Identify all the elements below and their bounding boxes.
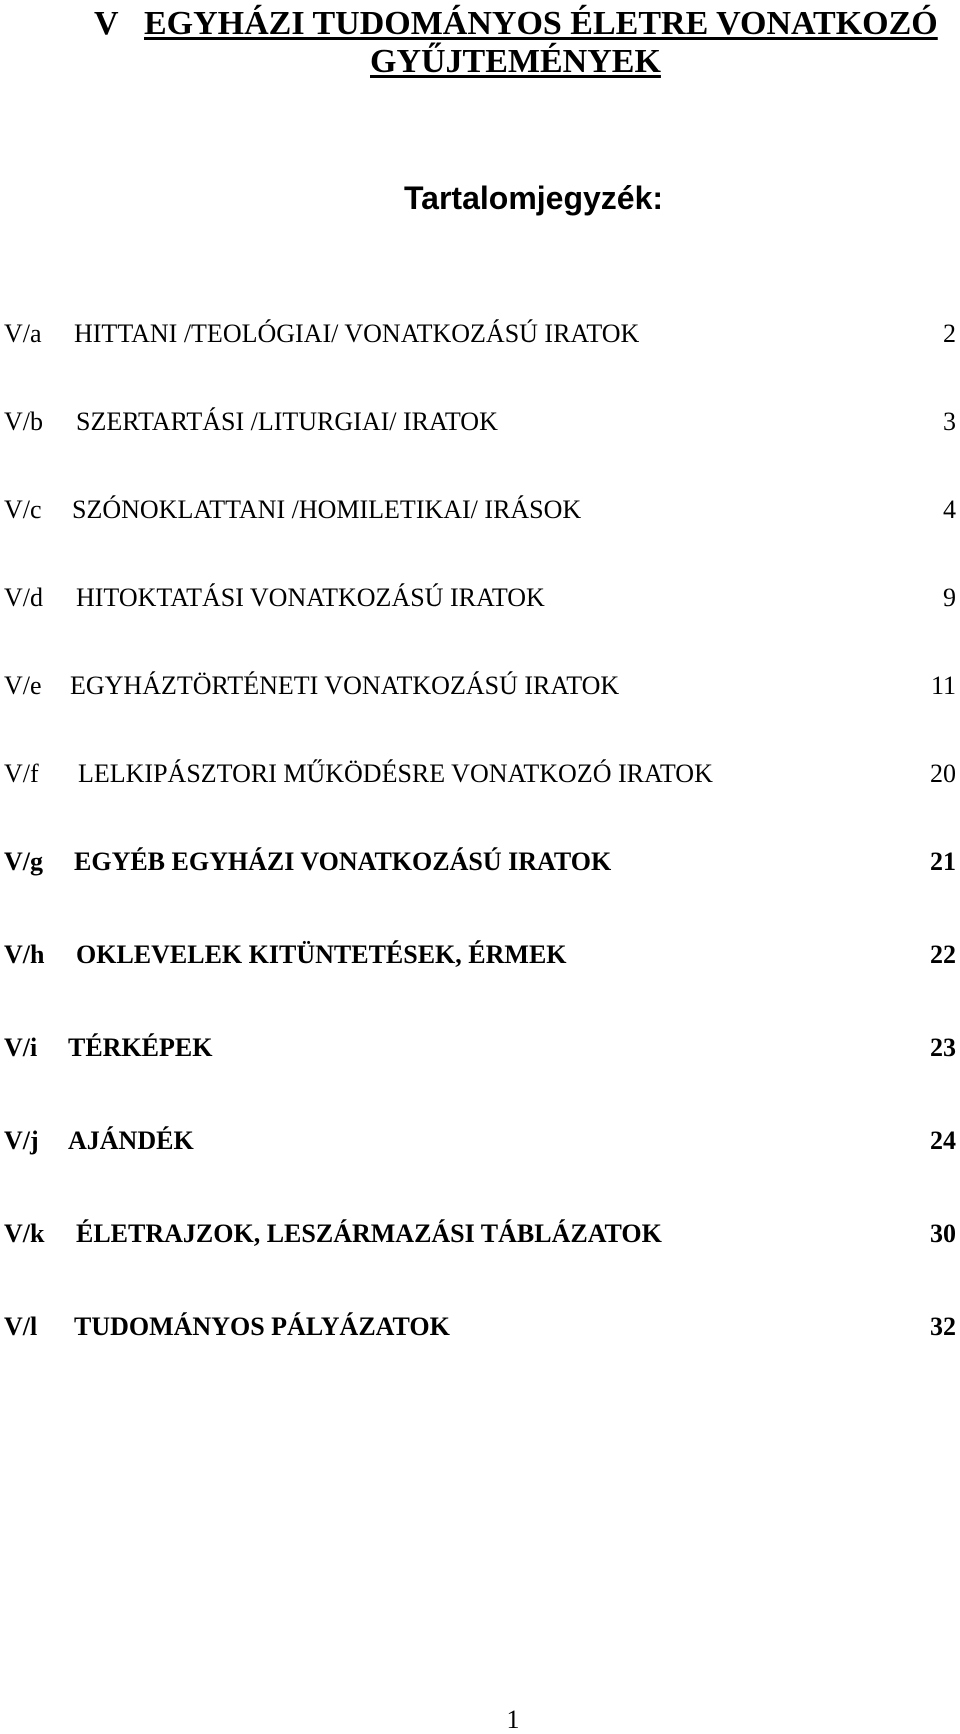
- toc-page: 4: [943, 495, 956, 524]
- toc-row-h: [0, 937, 960, 973]
- toc-row-g: [0, 844, 960, 880]
- toc-page: 22: [930, 940, 956, 969]
- toc-page: 21: [930, 847, 956, 876]
- toc-code: V/f: [4, 759, 39, 788]
- toc-code: V/e: [4, 671, 42, 700]
- toc-code: V/j: [4, 1126, 39, 1155]
- toc-row-l: [0, 1309, 960, 1345]
- toc-row-f: [0, 756, 960, 792]
- toc-code: V/c: [4, 495, 42, 524]
- toc-label: SZERTARTÁSI /LITURGIAI/ IRATOK: [76, 407, 498, 436]
- toc-label: TÉRKÉPEK: [68, 1033, 213, 1062]
- toc-label: OKLEVELEK KITÜNTETÉSEK, ÉRMEK: [76, 940, 567, 969]
- toc-row-a: [0, 316, 960, 352]
- toc-page: 9: [943, 583, 956, 612]
- toc-page: 2: [943, 319, 956, 348]
- page-number: 1: [506, 1705, 520, 1734]
- toc-page: 20: [930, 759, 956, 788]
- toc-page: 30: [930, 1219, 956, 1248]
- toc-code: V/k: [4, 1219, 45, 1248]
- toc-page: 3: [943, 407, 956, 436]
- toc-label: LELKIPÁSZTORI MŰKÖDÉSRE VONATKOZÓ IRATOK: [78, 759, 713, 788]
- toc-code: V/g: [4, 847, 43, 876]
- toc-code: V/h: [4, 940, 45, 969]
- toc-code: V/i: [4, 1033, 38, 1062]
- toc-label: TUDOMÁNYOS PÁLYÁZATOK: [74, 1312, 450, 1341]
- toc-row-d: [0, 580, 960, 616]
- toc-label: HITOKTATÁSI VONATKOZÁSÚ IRATOK: [76, 583, 545, 612]
- toc-row-b: [0, 404, 960, 440]
- toc-code: V/b: [4, 407, 43, 436]
- toc-label: EGYÉB EGYHÁZI VONATKOZÁSÚ IRATOK: [74, 847, 612, 876]
- toc-label: AJÁNDÉK: [68, 1126, 194, 1155]
- toc-page: 23: [930, 1033, 956, 1062]
- toc-label: ÉLETRAJZOK, LESZÁRMAZÁSI TÁBLÁZATOK: [76, 1219, 662, 1248]
- toc-row-i: [0, 1030, 960, 1066]
- toc-page: 32: [930, 1312, 956, 1341]
- toc-code: V/l: [4, 1312, 38, 1341]
- toc-row-c: [0, 492, 960, 528]
- toc-label: HITTANI /TEOLÓGIAI/ VONATKOZÁSÚ IRATOK: [74, 319, 640, 348]
- toc-row-j: [0, 1123, 960, 1159]
- toc-label: EGYHÁZTÖRTÉNETI VONATKOZÁSÚ IRATOK: [70, 671, 620, 700]
- toc-row-k: [0, 1216, 960, 1252]
- toc-title: Tartalomjegyzék:: [404, 180, 664, 216]
- toc-page: 24: [930, 1126, 956, 1155]
- heading-title-line1: EGYHÁZI TUDOMÁNYOS ÉLETRE VONATKOZÓ: [144, 5, 938, 42]
- heading-prefix: V: [94, 5, 119, 42]
- toc-label: SZÓNOKLATTANI /HOMILETIKAI/ IRÁSOK: [72, 495, 582, 524]
- toc-row-e: [0, 668, 960, 704]
- toc-code: V/a: [4, 319, 42, 348]
- toc-code: V/d: [4, 583, 43, 612]
- heading-title-line2: GYŰJTEMÉNYEK: [370, 43, 661, 80]
- toc-page: 11: [930, 671, 956, 700]
